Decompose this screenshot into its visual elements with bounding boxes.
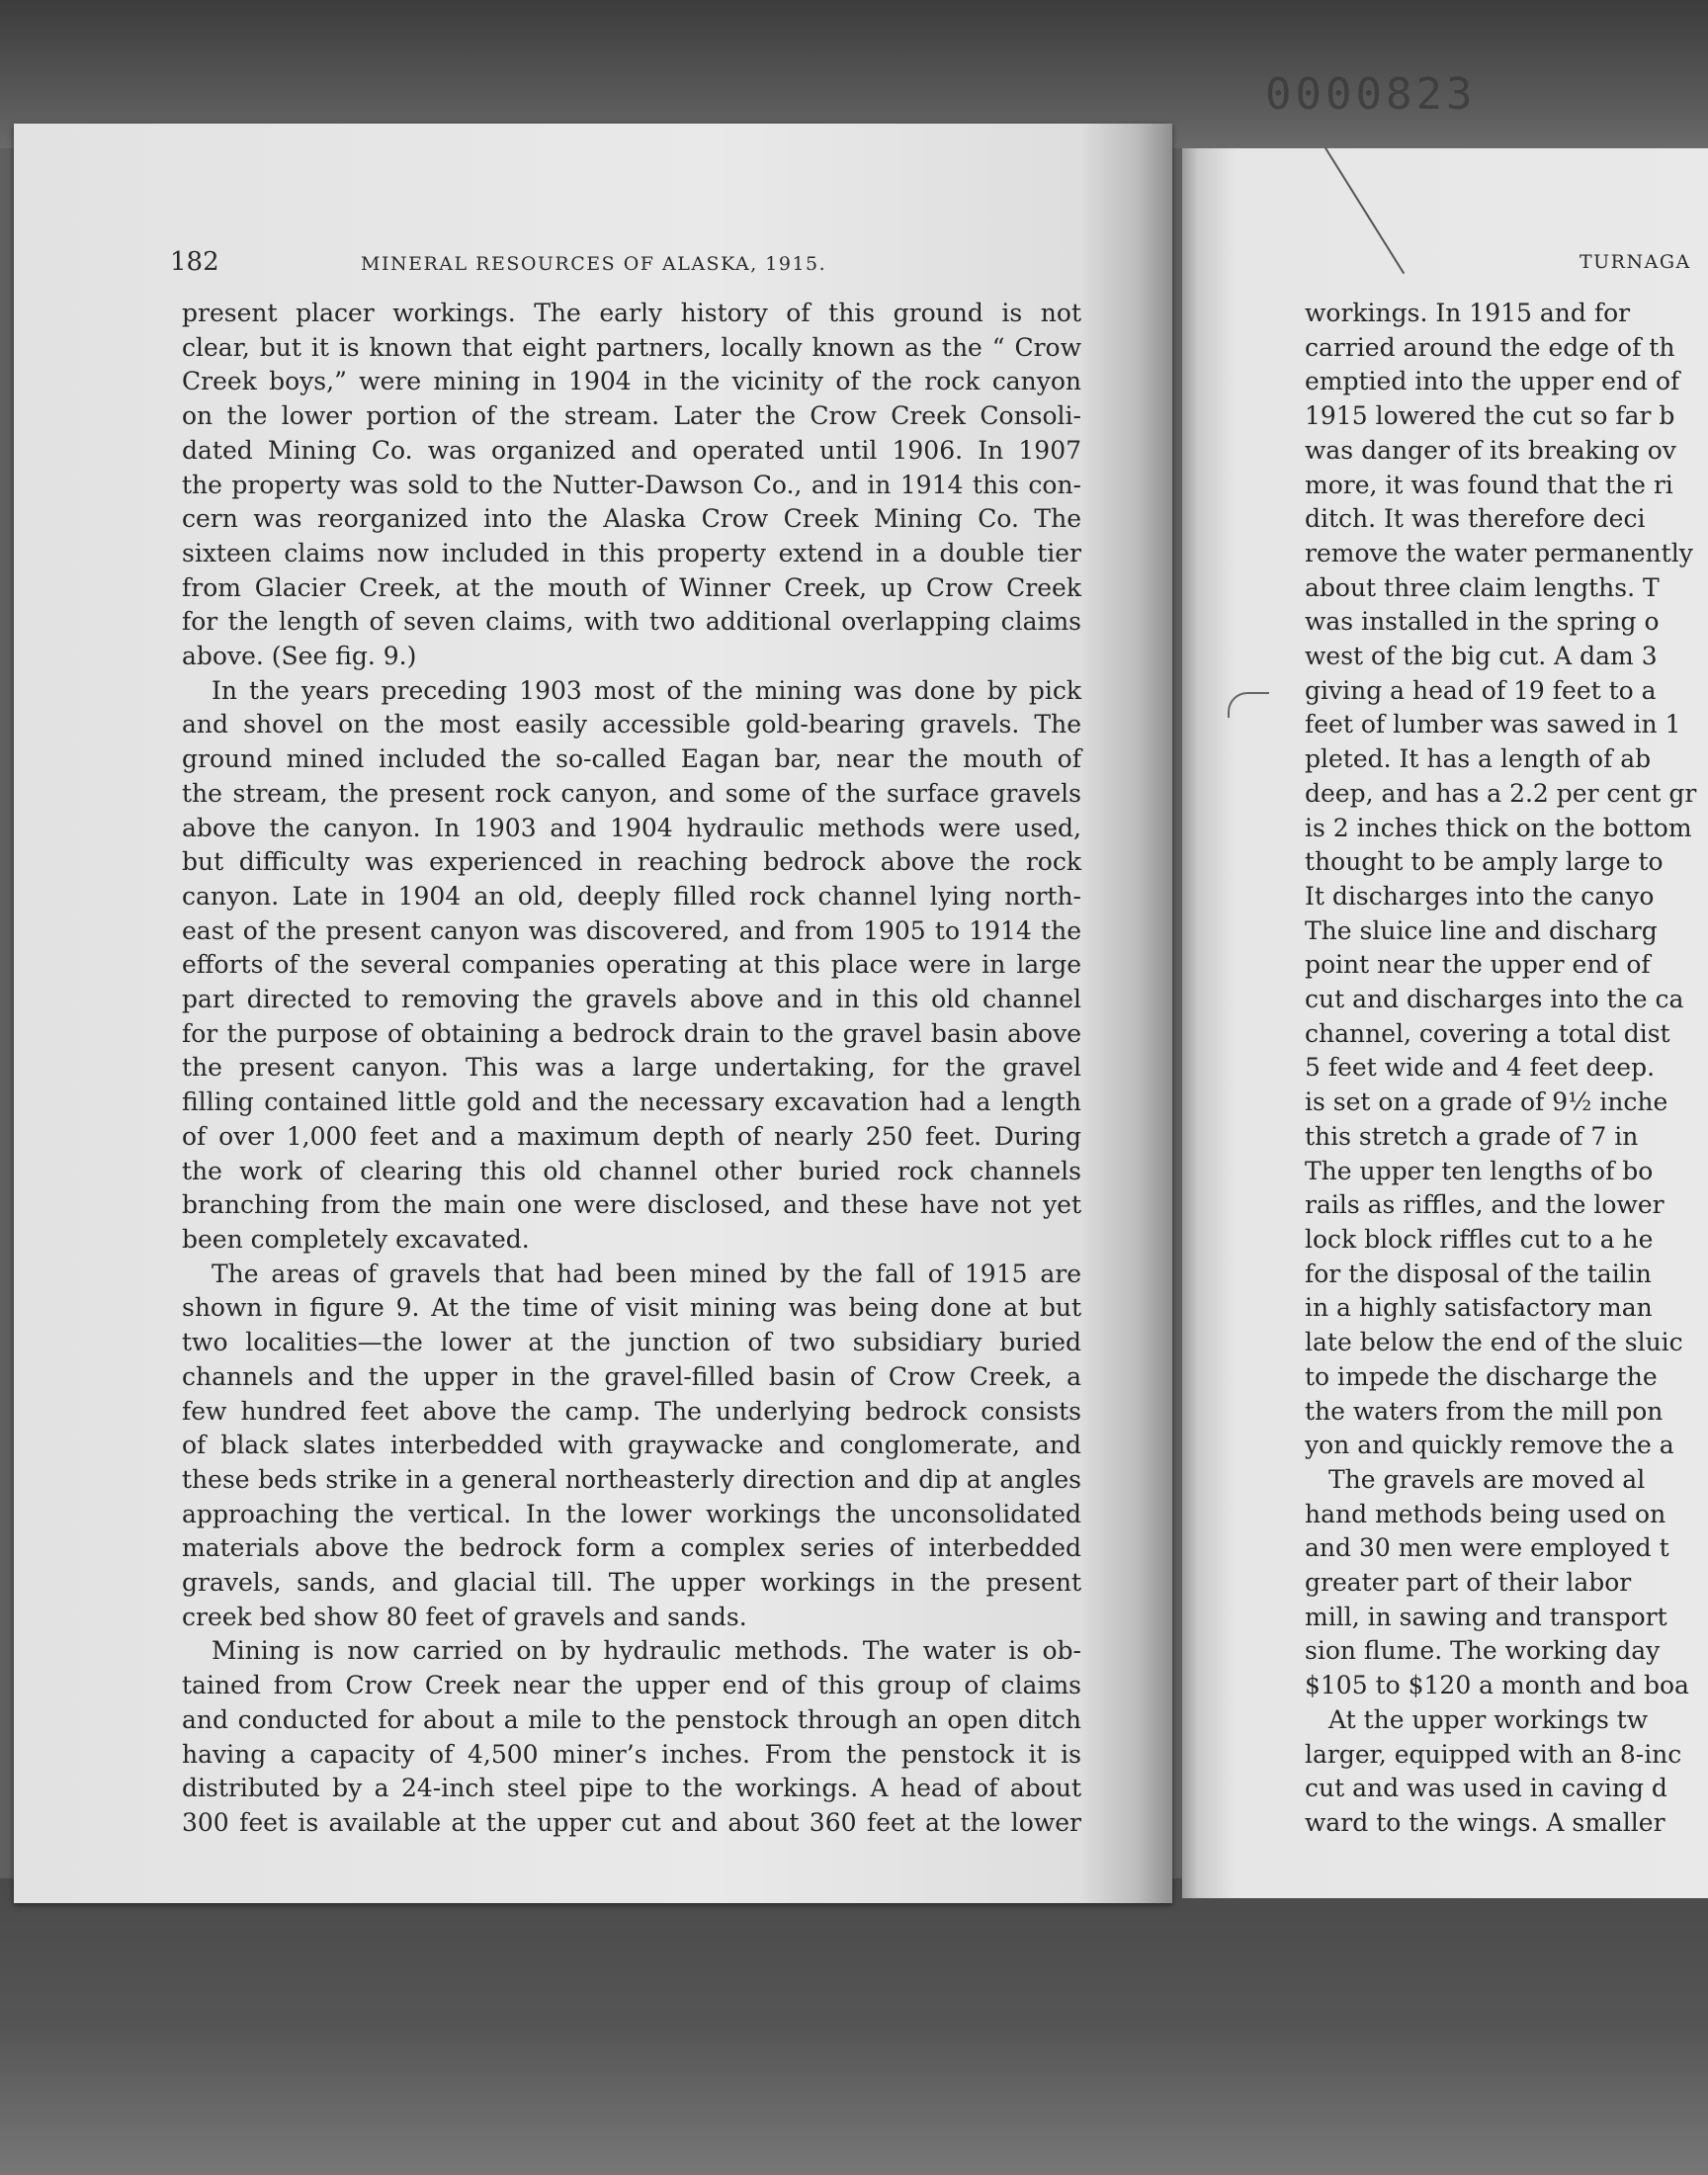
text-line: efforts of the several companies operating at this place were in large [182, 950, 1081, 980]
scan-background-bottom [0, 1878, 1708, 2175]
text-line: is 2 inches thick on the bottom [1305, 813, 1692, 842]
text-line: above the canyon. In 1903 and 1904 hydraulic methods were used, [182, 813, 1081, 842]
text-line: distributed by a 24-inch steel pipe to the workings. A head of about [182, 1774, 1081, 1803]
text-line: giving a head of 19 feet to a [1305, 675, 1657, 705]
text-line: cut and discharges into the ca [1305, 985, 1684, 1014]
text-line: from Glacier Creek, at the mouth of Winner Creek, up Crow Creek [182, 572, 1081, 602]
text-line: mill, in sawing and transport [1305, 1602, 1667, 1631]
text-line: ditch. It was therefore deci [1305, 504, 1646, 534]
text-line: Mining is now carried on by hydraulic methods. The water is ob- [212, 1636, 1081, 1666]
text-line: The areas of gravels that had been mined by the fall of 1915 are [212, 1259, 1081, 1288]
text-line: was danger of its breaking ov [1305, 435, 1676, 465]
text-line: filling contained little gold and the necessary excavation had a length [182, 1088, 1081, 1117]
text-line: approaching the vertical. In the lower workings the unconsolidated [182, 1499, 1081, 1528]
text-line: and conducted for about a mile to the penstock through an open ditch [182, 1704, 1081, 1734]
text-line: to impede the discharge the [1305, 1361, 1658, 1391]
text-line: In the years preceding 1903 most of the mining was done by pick [212, 675, 1081, 705]
text-line: having a capacity of 4,500 miner’s inches. From the penstock it is [182, 1739, 1081, 1769]
text-line: The sluice line and discharg [1305, 915, 1658, 945]
right-page-header: TURNAGA [1580, 251, 1691, 273]
text-line: more, it was found that the ri [1305, 470, 1673, 499]
text-line: the stream, the present rock canyon, and some of the surface gravels [182, 778, 1081, 808]
text-line: carried around the edge of th [1305, 332, 1675, 362]
text-line: is set on a grade of 9½ inche [1305, 1088, 1668, 1117]
text-line: sion flume. The working day [1305, 1636, 1661, 1666]
text-line: Creek boys,” were mining in 1904 in the vicinity of the rock canyon [182, 367, 1081, 396]
text-line: deep, and has a 2.2 per cent gr [1305, 778, 1697, 808]
text-line: of over 1,000 feet and a maximum depth of nearly 250 feet. During [182, 1121, 1081, 1151]
text-line: and 30 men were employed t [1305, 1533, 1669, 1563]
text-line: the present canyon. This was a large undertaking, for the gravel [182, 1053, 1081, 1083]
text-line: canyon. Late in 1904 an old, deeply filled rock channel lying north- [182, 881, 1081, 911]
text-line: remove the water permanently [1305, 538, 1693, 567]
text-line: creek bed show 80 feet of gravels and sands. [182, 1602, 747, 1631]
text-line: ward to the wings. A smaller [1305, 1807, 1665, 1837]
right-page-body-text [1305, 297, 1708, 1841]
text-line: branching from the main one were disclosed, and these have not yet [182, 1190, 1081, 1220]
text-line: two localities—the lower at the junction of two subsidiary buried [182, 1328, 1081, 1357]
text-line: shown in figure 9. At the time of visit mining was being done at but [182, 1293, 1081, 1323]
text-line: It discharges into the canyo [1305, 881, 1655, 911]
text-line: for the disposal of the tailin [1305, 1259, 1652, 1288]
running-head [0, 247, 1708, 287]
text-line: about three claim lengths. T [1305, 572, 1660, 602]
text-line: dated Mining Co. was organized and operated until 1906. In 1907 [182, 435, 1081, 465]
left-page-body-text [182, 297, 1081, 1841]
text-line: clear, but it is known that eight partners, locally known as the “ Crow [182, 332, 1081, 362]
text-line: $105 to $120 a month and boa [1305, 1671, 1689, 1700]
text-line: gravels, sands, and glacial till. The upper workings in the present [182, 1568, 1081, 1598]
text-line: 1915 lowered the cut so far b [1305, 401, 1675, 431]
background-stamp-number: 0000823 [1265, 69, 1477, 120]
text-line: greater part of their labor [1305, 1568, 1632, 1598]
text-line: materials above the bedrock form a complex series of interbedded [182, 1533, 1081, 1563]
text-line: feet of lumber was sawed in 1 [1305, 710, 1681, 740]
text-line: the waters from the mill pon [1305, 1396, 1664, 1426]
text-line: for the length of seven claims, with two additional overlapping claims [182, 607, 1081, 637]
text-line: above. (See fig. 9.) [182, 642, 417, 671]
margin-mark [1228, 692, 1269, 718]
text-line: 300 feet is available at the upper cut and about 360 feet at the lower [182, 1807, 1081, 1837]
page-header-title: MINERAL RESOURCES OF ALASKA, 1915. [361, 253, 827, 275]
text-line: larger, equipped with an 8-inc [1305, 1739, 1682, 1769]
text-line: rails as riffles, and the lower [1305, 1190, 1665, 1220]
text-line: east of the present canyon was discovered, and from 1905 to 1914 the [182, 915, 1081, 945]
text-line: present placer workings. The early history of this ground is not [182, 299, 1081, 327]
text-line: the property was sold to the Nutter-Dawson Co., and in 1914 this con- [182, 470, 1081, 499]
text-line: 5 feet wide and 4 feet deep. [1305, 1053, 1656, 1083]
text-line: for the purpose of obtaining a bedrock drain to the gravel basin above [182, 1018, 1081, 1048]
text-line: of black slates interbedded with graywacke and conglomerate, and [182, 1431, 1081, 1460]
text-line: these beds strike in a general northeasterly direction and dip at angles [182, 1464, 1081, 1494]
text-line: At the upper workings tw [1328, 1704, 1649, 1734]
text-line: workings. In 1915 and for [1305, 299, 1631, 327]
text-line: and shovel on the most easily accessible gold-bearing gravels. The [182, 710, 1081, 740]
text-line: in a highly satisfactory man [1305, 1293, 1653, 1323]
text-line: emptied into the upper end of [1305, 367, 1680, 396]
text-line: this stretch a grade of 7 in [1305, 1121, 1639, 1151]
text-line: been completely excavated. [182, 1224, 530, 1254]
text-line: channels and the upper in the gravel-filled basin of Crow Creek, a [182, 1361, 1081, 1391]
text-line: on the lower portion of the stream. Later the Crow Creek Consoli- [182, 401, 1081, 431]
text-line: part directed to removing the gravels above and in this old channel [182, 985, 1081, 1014]
text-line: pleted. It has a length of ab [1305, 744, 1652, 774]
text-line: sixteen claims now included in this property extend in a double tier [182, 538, 1081, 567]
text-line: The gravels are moved al [1328, 1464, 1646, 1494]
text-line: was installed in the spring o [1305, 607, 1660, 637]
text-line: tained from Crow Creek near the upper end of this group of claims [182, 1671, 1081, 1700]
text-line: west of the big cut. A dam 3 [1305, 642, 1658, 671]
text-line: channel, covering a total dist [1305, 1018, 1670, 1048]
text-line: hand methods being used on [1305, 1499, 1666, 1528]
text-line: cern was reorganized into the Alaska Crow Creek Mining Co. The [182, 504, 1081, 534]
text-line: cut and was used in caving d [1305, 1774, 1667, 1803]
text-line: yon and quickly remove the a [1305, 1431, 1674, 1460]
page-number: 182 [170, 247, 219, 277]
text-line: lock block riffles cut to a he [1305, 1224, 1654, 1254]
text-line: but difficulty was experienced in reaching bedrock above the rock [182, 847, 1081, 877]
text-line: late below the end of the sluic [1305, 1328, 1683, 1357]
text-line: few hundred feet above the camp. The underlying bedrock consists [182, 1396, 1081, 1426]
text-line: The upper ten lengths of bo [1305, 1156, 1654, 1185]
text-line: point near the upper end of [1305, 950, 1651, 980]
text-line: thought to be amply large to [1305, 847, 1664, 877]
text-line: the work of clearing this old channel other buried rock channels [182, 1156, 1081, 1185]
text-line: ground mined included the so-called Eagan bar, near the mouth of [182, 744, 1081, 774]
